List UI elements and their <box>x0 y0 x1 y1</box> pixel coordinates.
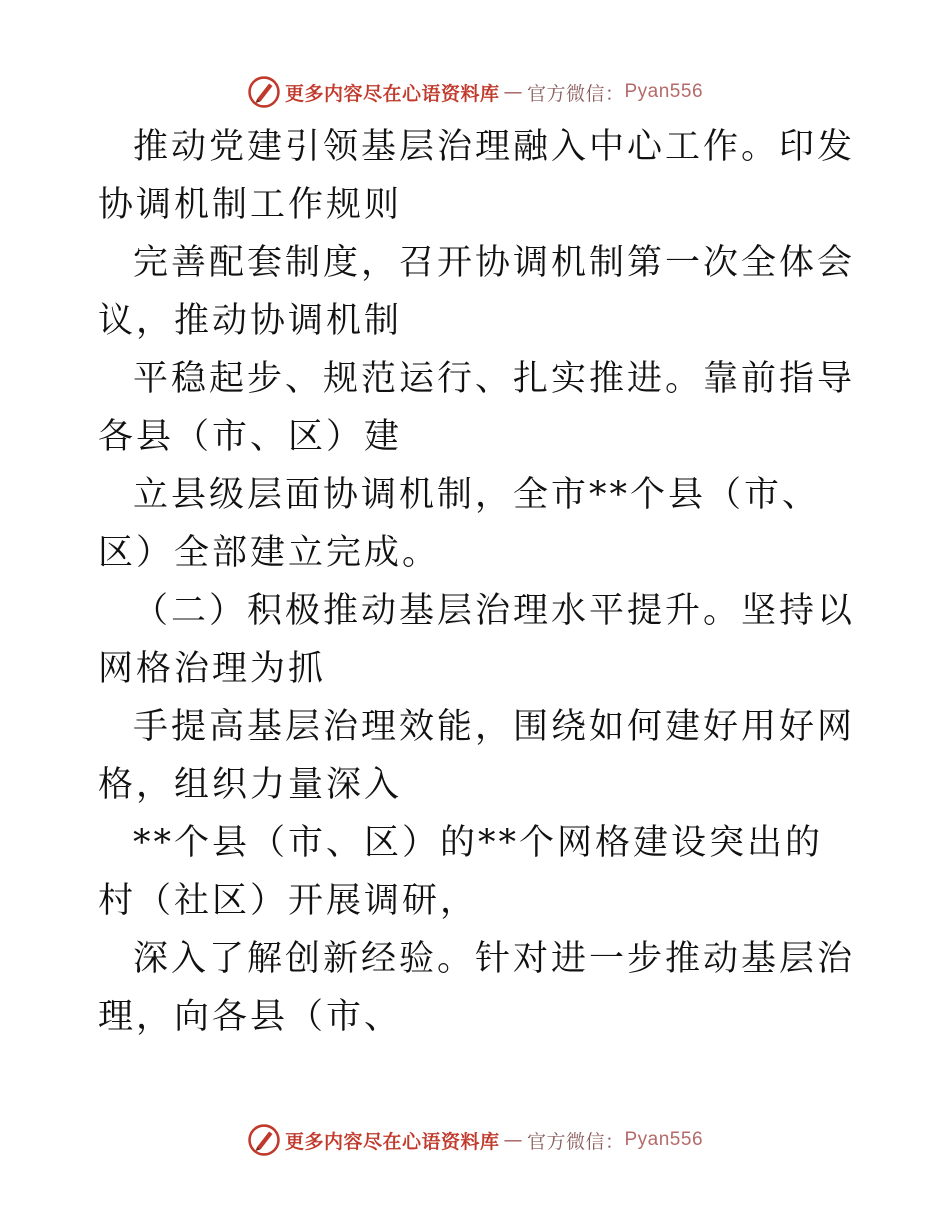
watermark-site-name: 更多内容尽在心语资料库 <box>284 82 500 105</box>
paragraph-3: 平稳起步、规范运行、扎实推进。靠前指导各县（市、区）建 <box>98 359 856 457</box>
pen-logo-icon <box>247 75 281 109</box>
paragraph-8: 深入了解创新经验。针对进一步推动基层治理，向各县（市、 <box>98 939 856 1037</box>
paragraph-2: 完善配套制度，召开协调机制第一次全体会议，推动协调机制 <box>98 243 856 341</box>
watermark-official-label: 官方微信： <box>526 1130 625 1153</box>
watermark-header <box>0 72 950 112</box>
document-body <box>98 118 858 1046</box>
watermark-wechat-id: Pyan556 <box>624 81 704 102</box>
paragraph-4: 立县级层面协调机制，全市**个县（市、区）全部建立完成。 <box>98 475 821 573</box>
watermark-official-label: 官方微信： <box>526 82 625 105</box>
pen-logo-icon <box>247 1123 281 1157</box>
paragraph-5: （二）积极推动基层治理水平提升。坚持以网格治理为抓 <box>98 591 856 689</box>
watermark-wechat-id: Pyan556 <box>624 1129 704 1150</box>
watermark-footer <box>0 1120 950 1160</box>
watermark-site-name: 更多内容尽在心语资料库 <box>284 1130 500 1153</box>
watermark-dash: — <box>503 81 523 103</box>
paragraph-1: 推动党建引领基层治理融入中心工作。印发协调机制工作规则 <box>98 127 856 225</box>
paragraph-6: 手提高基层治理效能，围绕如何建好用好网格，组织力量深入 <box>98 707 856 805</box>
watermark-dash: — <box>503 1129 523 1151</box>
paragraph-7: **个县（市、区）的**个网格建设突出的村（社区）开展调研， <box>98 823 824 921</box>
